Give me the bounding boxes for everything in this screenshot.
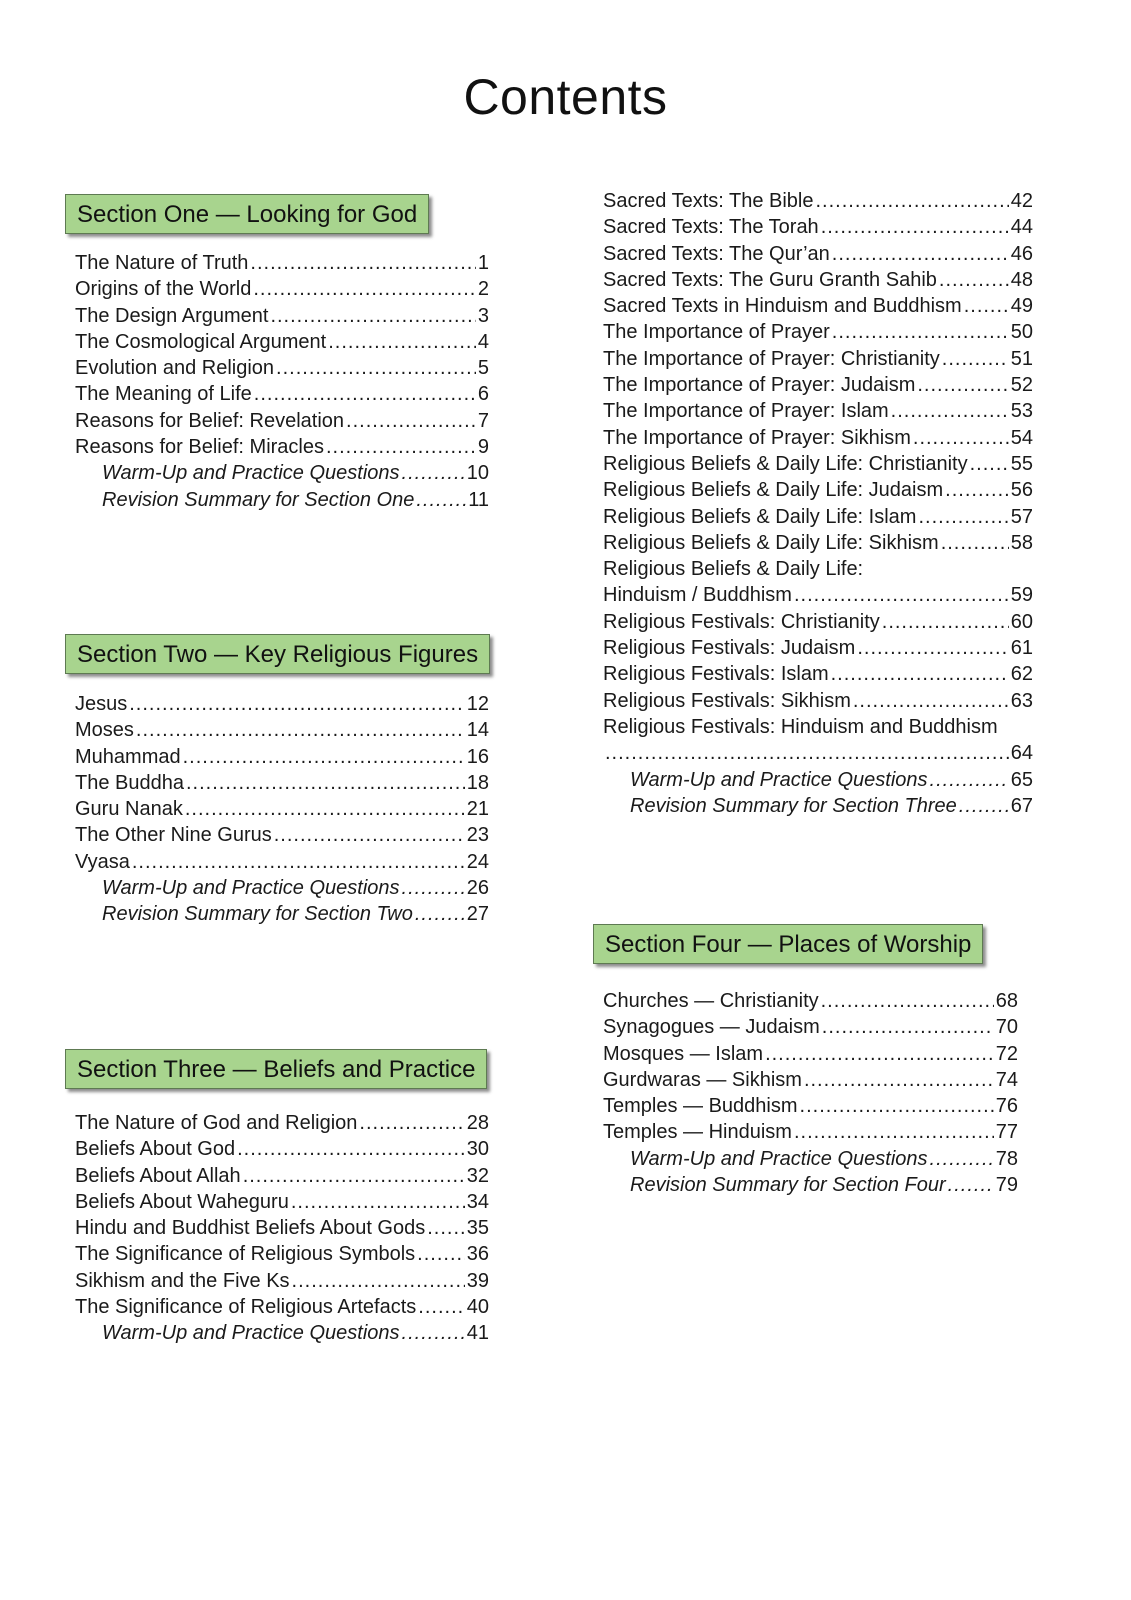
toc-entry[interactable]: The Design Argument ..... 3: [75, 303, 489, 329]
toc-entry[interactable]: Religious Festivals: Sikhism ..... 63: [603, 688, 1033, 714]
section-two-list: [75, 691, 489, 928]
toc-entry[interactable]: The Cosmological Argument ..... 4: [75, 329, 489, 355]
toc-entry-questions[interactable]: Warm-Up and Practice Questions ..... 26: [75, 875, 489, 901]
toc-entry[interactable]: Temples — Buddhism ..... 76: [603, 1093, 1018, 1119]
toc-entry[interactable]: Reasons for Belief: Miracles ..... 9: [75, 434, 489, 460]
toc-entry[interactable]: Religious Festivals: Christianity ..... 60: [603, 609, 1033, 635]
toc-entry[interactable]: The Importance of Prayer: Christianity ..... 51: [603, 346, 1033, 372]
toc-entry[interactable]: Beliefs About Allah ..... 32: [75, 1163, 489, 1189]
toc-entry[interactable]: Religious Beliefs & Daily Life: Islam ..... 57: [603, 504, 1033, 530]
section-three-list: [75, 1110, 489, 1347]
toc-entry[interactable]: Jesus ..... 12: [75, 691, 489, 717]
section-four-list: [603, 988, 1018, 1198]
toc-entry[interactable]: Evolution and Religion ..... 5: [75, 355, 489, 381]
toc-entry[interactable]: Religious Festivals: Hinduism and Buddhism: [603, 715, 998, 738]
toc-entry[interactable]: Sacred Texts: The Qur’an ..... 46: [603, 241, 1033, 267]
toc-entry[interactable]: Synagogues — Judaism ..... 70: [603, 1014, 1018, 1040]
toc-entry[interactable]: The Importance of Prayer: Islam ..... 53: [603, 398, 1033, 424]
toc-entry[interactable]: Religious Beliefs & Daily Life: Judaism ..... 56: [603, 477, 1033, 503]
toc-entry-questions[interactable]: Warm-Up and Practice Questions ..... 65: [603, 767, 1033, 793]
section-one-list: [75, 250, 489, 513]
toc-entry-revision-summary[interactable]: Revision Summary for Section Two ..... 27: [75, 901, 489, 927]
toc-entry-revision-summary[interactable]: Revision Summary for Section Three ..... 67: [603, 793, 1033, 819]
toc-entry[interactable]: Religious Beliefs & Daily Life:: [603, 558, 864, 581]
toc-entry[interactable]: The Significance of Religious Symbols ..... 36: [75, 1241, 489, 1267]
toc-entry[interactable]: Religious Festivals: Islam ..... 62: [603, 661, 1033, 687]
section-one-heading: Section One — Looking for God: [65, 194, 429, 234]
toc-entry[interactable]: The Meaning of Life ..... 6: [75, 381, 489, 407]
section-four-heading: Section Four — Places of Worship: [593, 924, 983, 964]
toc-entry[interactable]: Beliefs About God ..... 30: [75, 1136, 489, 1162]
toc-entry[interactable]: Beliefs About Waheguru ..... 34: [75, 1189, 489, 1215]
toc-entry[interactable]: Mosques — Islam ..... 72: [603, 1041, 1018, 1067]
toc-entry[interactable]: The Significance of Religious Artefacts ..... 40: [75, 1294, 489, 1320]
toc-entry[interactable]: Guru Nanak ..... 21: [75, 796, 489, 822]
toc-entry-revision-summary[interactable]: Revision Summary for Section One ..... 11: [75, 487, 489, 513]
section-two-heading: Section Two — Key Religious Figures: [65, 634, 490, 674]
toc-entry[interactable]: Vyasa ..... 24: [75, 849, 489, 875]
toc-entry[interactable]: Reasons for Belief: Revelation ..... 7: [75, 408, 489, 434]
toc-entry-questions[interactable]: Warm-Up and Practice Questions ..... 10: [75, 460, 489, 486]
toc-entry[interactable]: Gurdwaras — Sikhism ..... 74: [603, 1067, 1018, 1093]
toc-entry[interactable]: Sacred Texts: The Bible ..... 42: [603, 188, 1033, 214]
toc-entry[interactable]: The Importance of Prayer ..... 50: [603, 319, 1033, 345]
toc-entry[interactable]: Sacred Texts: The Guru Granth Sahib ..... 48: [603, 267, 1033, 293]
section-three-continued-list: [603, 188, 1033, 819]
toc-entry[interactable]: The Importance of Prayer: Judaism ..... 52: [603, 372, 1033, 398]
toc-entry[interactable]: Moses ..... 14: [75, 717, 489, 743]
toc-entry[interactable]: Hindu and Buddhist Beliefs About Gods ..... 35: [75, 1215, 489, 1241]
toc-entry[interactable]: Origins of the World ..... 2: [75, 276, 489, 302]
toc-entry[interactable]: The Other Nine Gurus ..... 23: [75, 822, 489, 848]
toc-entry[interactable]: Hinduism / Buddhism ..... 59: [603, 582, 1033, 608]
page-title: Contents: [463, 69, 668, 125]
toc-entry[interactable]: Religious Beliefs & Daily Life: Christianity ..... 55: [603, 451, 1033, 477]
toc-entry[interactable]: The Buddha ..... 18: [75, 770, 489, 796]
toc-entry[interactable]: Temples — Hinduism ..... 77: [603, 1119, 1018, 1145]
toc-entry[interactable]: The Nature of Truth ..... 1: [75, 250, 489, 276]
toc-entry[interactable]: Churches — Christianity ..... 68: [603, 988, 1018, 1014]
toc-entry[interactable]: The Nature of God and Religion ..... 28: [75, 1110, 489, 1136]
toc-entry-revision-summary[interactable]: Revision Summary for Section Four ..... 79: [603, 1172, 1018, 1198]
toc-entry[interactable]: Sacred Texts: The Torah ..... 44: [603, 214, 1033, 240]
toc-entry[interactable]: Religious Beliefs & Daily Life: Sikhism ..... 58: [603, 530, 1033, 556]
section-three-heading: Section Three — Beliefs and Practice: [65, 1049, 487, 1089]
toc-entry[interactable]: Muhammad ..... 16: [75, 744, 489, 770]
toc-entry[interactable]: Religious Festivals: Judaism ..... 61: [603, 635, 1033, 661]
toc-entry-questions[interactable]: Warm-Up and Practice Questions ..... 41: [75, 1320, 489, 1346]
toc-entry[interactable]: ..... 64: [603, 740, 1033, 766]
toc-entry[interactable]: Sacred Texts in Hinduism and Buddhism ..... 49: [603, 293, 1033, 319]
toc-entry[interactable]: Sikhism and the Five Ks ..... 39: [75, 1268, 489, 1294]
toc-entry-questions[interactable]: Warm-Up and Practice Questions ..... 78: [603, 1146, 1018, 1172]
toc-entry[interactable]: The Importance of Prayer: Sikhism ..... 54: [603, 425, 1033, 451]
